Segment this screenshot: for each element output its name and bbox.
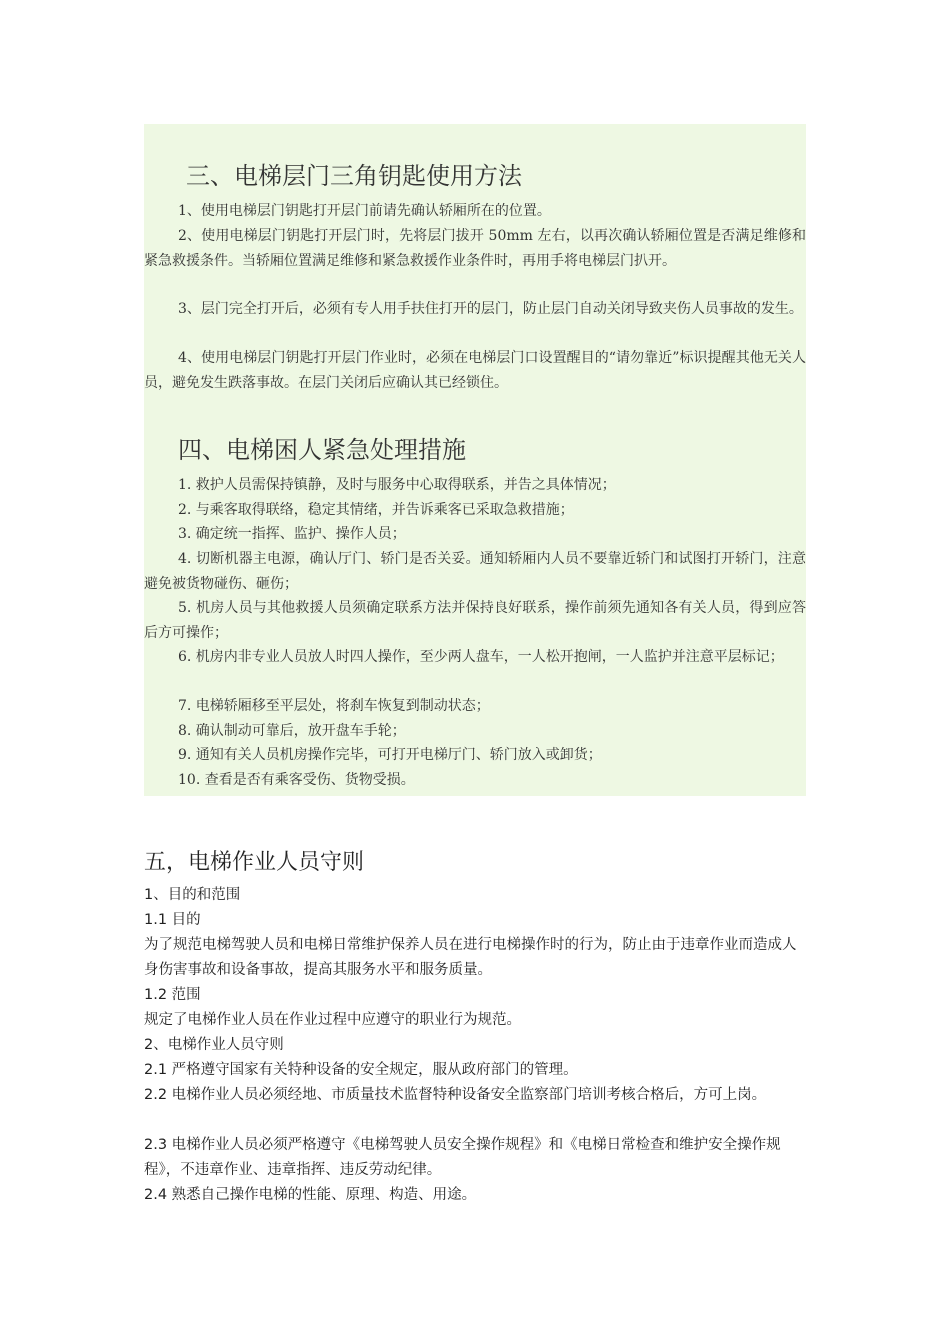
section4-item-5: 5. 机房人员与其他救援人员须确定联系方法并保持良好联系，操作前须先通知各有关人员，得到应答后方可操作；: [144, 600, 806, 641]
section5-line-6: 2、电梯作业人员守则: [144, 1037, 284, 1053]
section4-item-9: 9. 通知有关人员机房操作完毕，可打开电梯厅门、轿门放入或卸货；: [178, 747, 602, 763]
section5-title: 五，电梯作业人员守则: [144, 850, 365, 875]
section4-item-10: 10. 查看是否有乘客受伤、货物受损。: [178, 772, 415, 788]
section5-line-5: 规定了电梯作业人员在作业过程中应遵守的职业行为规范。: [144, 1012, 521, 1028]
section4-item-7: 7. 电梯轿厢移至平层处，将刹车恢复到制动状态；: [178, 698, 490, 714]
section5-line-10: 2.4 熟悉自己操作电梯的性能、原理、构造、用途。: [144, 1187, 477, 1203]
section3-item-4: 4、使用电梯层门钥匙打开层门作业时，必须在电梯层门口设置醒目的“请勿靠近”标识提醒其他无关人员，避免发生跌落事故。在层门关闭后应确认其已经锁住。: [144, 350, 806, 391]
section3-item-3: 3、层门完全打开后，必须有专人用手扶住打开的层门，防止层门自动关闭导致夹伤人员事故的发生。: [178, 301, 803, 317]
section4-item-6: 6. 机房内非专业人员放人时四人操作，至少两人盘车，一人松开抱闸，一人监护并注意平层标记；: [178, 649, 784, 665]
section3-title: 三、电梯层门三角钥匙使用方法: [186, 162, 522, 190]
section4-item-1: 1. 救护人员需保持镇静，及时与服务中心取得联系，并告之具体情况；: [178, 477, 616, 493]
section5-line-7: 2.1 严格遵守国家有关特种设备的安全规定，服从政府部门的管理。: [144, 1062, 578, 1078]
section4-item-8: 8. 确认制动可靠后，放开盘车手轮；: [178, 723, 406, 739]
section3-item-2: 2、使用电梯层门钥匙打开层门时，先将层门拔开 50mm 左右，以再次确认轿厢位置是否满足维修和紧急救援条件。当轿厢位置满足维修和紧急救援作业条件时，再用手将电梯层门扒开。: [144, 228, 806, 269]
section4-item-2: 2. 与乘客取得联络，稳定其情绪，并告诉乘客已采取急救措施；: [178, 502, 574, 518]
section5-line-4: 1.2 范围: [144, 987, 201, 1003]
section5-line-8: 2.2 电梯作业人员必须经地、市质量技术监督特种设备安全监察部门培训考核合格后，方可上岗。: [144, 1087, 767, 1103]
section5-line-2: 1.1 目的: [144, 912, 201, 928]
section5-line-3: 为了规范电梯驾驶人员和电梯日常维护保养人员在进行电梯操作时的行为，防止由于违章作业而造成人身伤害事故和设备事故，提高其服务水平和服务质量。: [144, 937, 797, 978]
section5-line-9: 2.3 电梯作业人员必须严格遵守《电梯驾驶人员安全操作规程》和《电梯日常检查和维护安全操作规程》，不违章作业、违章指挥、违反劳动纪律。: [144, 1137, 781, 1178]
section4-title: 四、电梯困人紧急处理措施: [178, 436, 466, 464]
section3-item-1: 1、使用电梯层门钥匙打开层门前请先确认轿厢所在的位置。: [178, 203, 551, 219]
section5-line-1: 1、目的和范围: [144, 887, 241, 903]
section4-item-3: 3. 确定统一指挥、监护、操作人员；: [178, 526, 406, 542]
section4-item-4: 4. 切断机器主电源，确认厅门、轿门是否关妥。通知轿厢内人员不要靠近轿门和试图打开轿门，注意避免被货物碰伤、砸伤；: [144, 551, 806, 592]
